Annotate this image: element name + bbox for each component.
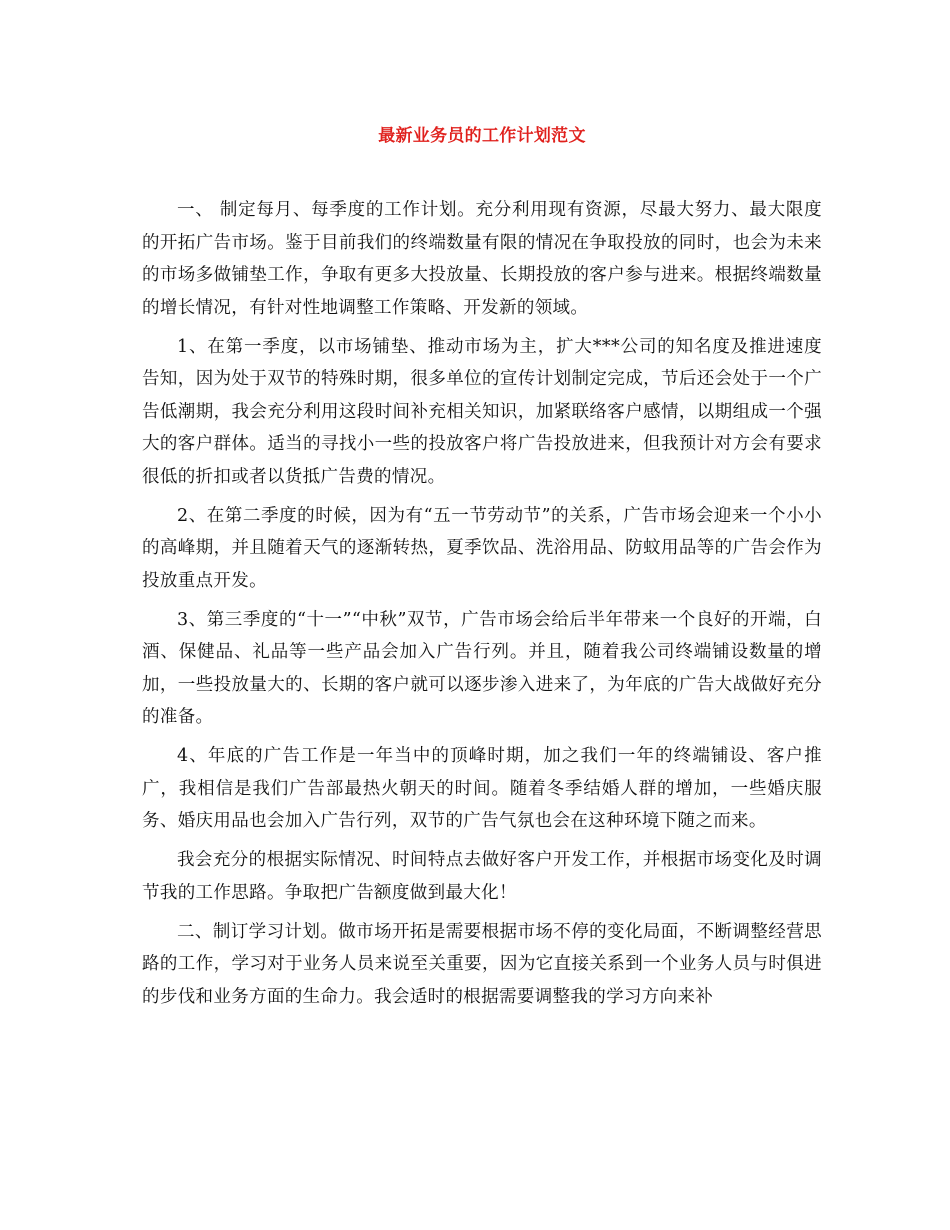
paragraph-q2: 2、在第二季度的时候，因为有“五一节劳动节”的关系，广告市场会迎来一个小小的高峰期，并且随着天气的逐渐转热，夏季饮品、洗浴用品、防蚊用品等的广告会作为投放重点开发。	[142, 505, 822, 591]
document-body	[142, 194, 822, 1013]
paragraph-q4: 4、年底的广告工作是一年当中的顶峰时期，加之我们一年的终端铺设、客户推广，我相信是我们广告部最热火朝天的时间。随着冬季结婚人群的增加，一些婚庆服务、婚庆用品也会加入广告行列，双节的广告气氛也会在这种环境下随之而来。	[142, 746, 822, 831]
paragraph-summary: 我会充分的根据实际情况、时间特点去做好客户开发工作，并根据市场变化及时调节我的工作思路。争取把广告额度做到最大化！	[142, 850, 822, 903]
paragraph-intro: 一、 制定每月、每季度的工作计划。充分利用现有资源，尽最大努力、最大限度的开拓广告市场。鉴于目前我们的终端数量有限的情况在争取投放的同时，也会为未来的市场多做铺垫工作，争取有更多大投放量、长期投放的客户参与进来。根据终端数量的增长情况，有针对性地调整工作策略、开发新的领域。	[142, 200, 822, 318]
paragraph-q1: 1、在第一季度，以市场铺垫、推动市场为主，扩大***公司的知名度及推进速度告知，因为处于双节的特殊时期，很多单位的宣传计划制定完成，节后还会处于一个广告低潮期，我会充分利用这段时间补充相关知识，加紧联络客户感情，以期组成一个强大的客户群体。适当的寻找小一些的投放客户将广告投放进来，但我预计对方会有要求很低的折扣或者以货抵广告费的情况。	[142, 336, 822, 487]
paragraph-q3: 3、第三季度的“十一”“中秋”双节，广告市场会给后半年带来一个良好的开端，白酒、保健品、礼品等一些产品会加入广告行列。并且，随着我公司终端铺设数量的增加，一些投放量大的、长期的客户就可以逐步渗入进来了，为年底的广告大战做好充分的准备。	[142, 609, 822, 727]
paragraph-study-plan: 二、制订学习计划。做市场开拓是需要根据市场不停的变化局面，不断调整经营思路的工作，学习对于业务人员来说至关重要，因为它直接关系到一个业务人员与时俱进的步伐和业务方面的生命力。我会适时的根据需要调整我的学习方向来补	[142, 921, 822, 1007]
document-title: 最新业务员的工作计划范文	[378, 126, 586, 146]
